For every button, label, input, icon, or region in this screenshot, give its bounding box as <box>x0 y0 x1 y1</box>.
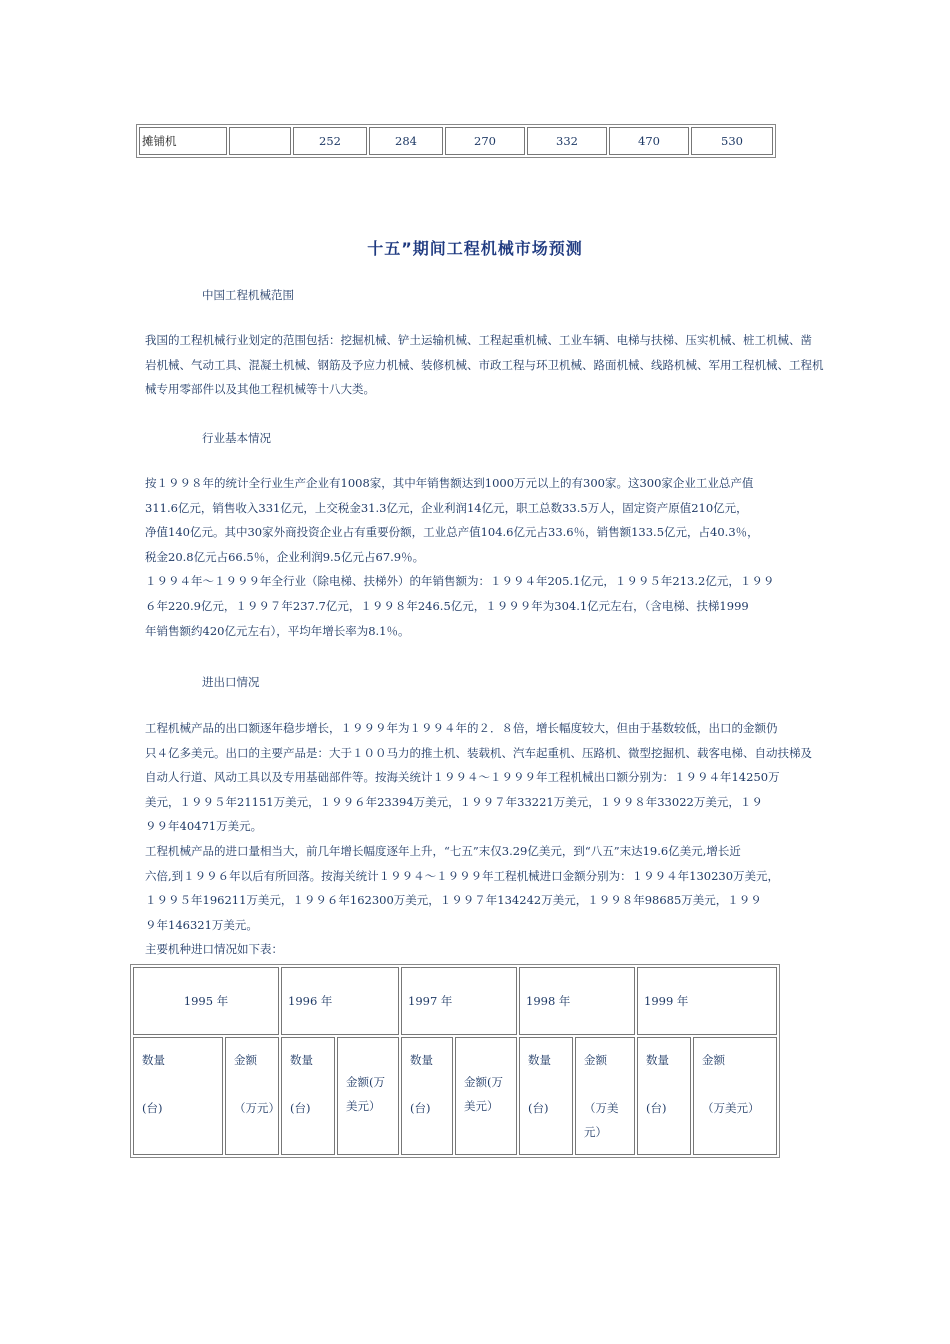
scope-paragraph <box>145 328 824 402</box>
text-line: 六倍,到１９９６年以后有所回落。按海关统计１９９４～１９９９年工程机械进口金额分别为：１９９４年130230万美元， <box>145 868 780 883</box>
page-title: 十五”期间工程机械市场预测 <box>367 239 583 258</box>
text-line: ９９年40471万美元。 <box>145 819 263 834</box>
value-cell: 332 <box>527 127 607 155</box>
amount-cell <box>455 1037 517 1155</box>
qty-label: 数量 <box>410 1053 433 1067</box>
qty-unit: (台) <box>646 1101 667 1115</box>
text-line: 年销售额约420亿元左右），平均年增长率为8.1％。 <box>145 623 410 638</box>
table-header-row <box>133 967 777 1035</box>
table-row <box>139 127 773 155</box>
qty-unit: (台) <box>142 1101 163 1115</box>
amount-unit: （万美 <box>584 1101 619 1115</box>
qty-label: 数量 <box>290 1053 313 1067</box>
text-line: 311.6亿元，销售收入331亿元，上交税金31.3亿元，企业利润14亿元，职工总数33.5万人，固定资产原值210亿元， <box>145 500 748 515</box>
basic-paragraph <box>145 471 810 643</box>
qty-label: 数量 <box>528 1053 551 1067</box>
amount-cell <box>225 1037 279 1155</box>
text-line: ６年220.9亿元，１９９７年237.7亿元，１９９８年246.5亿元，１９９９年为304.1亿元左右，（含电梯、扶梯1999 <box>145 598 749 613</box>
amount-label: 金额(万 <box>464 1075 503 1089</box>
text-line: 自动人行道、风动工具以及专用基础部件等。按海关统计１９９４～１９９９年工程机械出口额分别为：１９９４年14250万 <box>145 770 780 785</box>
amount-unit-cont: 元） <box>584 1125 607 1139</box>
text-line: 税金20.8亿元占66.5％，企业利润9.5亿元占67.9％。 <box>145 549 425 564</box>
year-header-1995: 1995 年 <box>133 967 279 1035</box>
amount-label: 金额 <box>234 1053 257 1067</box>
scope-heading: 中国工程机械范围 <box>202 288 294 302</box>
amount-cell <box>575 1037 635 1155</box>
text-line: 岩机械、气动工具、混凝土机械、钢筋及予应力机械、装修机械、市政工程与环卫机械、路面机械、线路机械、军用工程机械、工程机 <box>145 357 824 372</box>
text-line: 按１９９８年的统计全行业生产企业有1008家，其中年销售额达到1000万元以上的有300家。这300家企业工业总产值 <box>145 476 754 490</box>
row-label-cell: 摊铺机 <box>139 127 227 155</box>
year-header-1999: 1999 年 <box>637 967 777 1035</box>
value-cell: 470 <box>609 127 689 155</box>
text-line: 主要机种进口情况如下表： <box>145 942 283 957</box>
empty-cell <box>229 127 291 155</box>
qty-unit: (台) <box>528 1101 549 1115</box>
trade-paragraph <box>145 716 810 962</box>
import-table <box>130 964 780 1158</box>
value-cell: 252 <box>293 127 367 155</box>
text-line: １９９５年196211万美元，１９９６年162300万美元，１９９７年134242万美元，１９９８年98685万美元，１９９ <box>145 893 762 908</box>
value-cell: 530 <box>691 127 773 155</box>
qty-label: 数量 <box>142 1053 165 1067</box>
amount-label: 金额(万 <box>346 1075 385 1089</box>
value-cell: 284 <box>369 127 443 155</box>
amount-unit: （万美元） <box>702 1101 760 1115</box>
qty-cell <box>133 1037 223 1155</box>
amount-label: 金额 <box>584 1053 607 1067</box>
qty-cell <box>401 1037 453 1155</box>
qty-unit: (台) <box>290 1101 311 1115</box>
paver-row-table <box>136 124 776 158</box>
qty-cell <box>281 1037 335 1155</box>
text-line: ９年146321万美元。 <box>145 917 258 932</box>
text-line: 只４亿多美元。出口的主要产品是：大于１００马力的推土机、装载机、汽车起重机、压路机、微型挖掘机、载客电梯、自动扶梯及 <box>145 745 812 760</box>
year-header-1997: 1997 年 <box>401 967 517 1035</box>
qty-cell <box>637 1037 691 1155</box>
amount-unit: （万元） <box>234 1101 280 1115</box>
amount-label: 金额 <box>702 1053 725 1067</box>
amount-unit: 美元） <box>346 1099 381 1113</box>
year-header-1998: 1998 年 <box>519 967 635 1035</box>
qty-unit: (台) <box>410 1101 431 1115</box>
text-line: 工程机械产品的出口额逐年稳步增长，１９９９年为１９９４年的２．８倍，增长幅度较大，但由于基数较低，出口的金额仍 <box>145 721 778 735</box>
amount-cell <box>693 1037 777 1155</box>
basic-heading: 行业基本情况 <box>202 431 271 445</box>
trade-heading: 进出口情况 <box>202 675 260 689</box>
value-cell: 270 <box>445 127 525 155</box>
text-line: 美元，１９９５年21151万美元，１９９６年23394万美元，１９９７年33221万美元，１９９８年33022万美元，１９ <box>145 794 763 809</box>
amount-unit: 美元） <box>464 1099 499 1113</box>
qty-label: 数量 <box>646 1053 669 1067</box>
year-header-1996: 1996 年 <box>281 967 399 1035</box>
table-row <box>133 1037 777 1155</box>
text-line: 净值140亿元。其中30家外商投资企业占有重要份额，工业总产值104.6亿元占33.6％，销售额133.5亿元，占40.3％， <box>145 525 759 540</box>
amount-cell <box>337 1037 399 1155</box>
text-line: 械专用零部件以及其他工程机械等十八大类。 <box>145 382 375 397</box>
text-line: 我国的工程机械行业划定的范围包括：挖掘机械、铲土运输机械、工程起重机械、工业车辆、电梯与扶梯、压实机械、桩工机械、凿 <box>145 333 812 347</box>
qty-cell <box>519 1037 573 1155</box>
text-line: １９９４年～１９９９年全行业（除电梯、扶梯外）的年销售额为：１９９４年205.1亿元，１９９５年213.2亿元，１９９ <box>145 574 775 589</box>
text-line: 工程机械产品的进口量相当大，前几年增长幅度逐年上升，“七五”末仅3.29亿美元，到“八五”末达19.6亿美元,增长近 <box>145 843 741 858</box>
